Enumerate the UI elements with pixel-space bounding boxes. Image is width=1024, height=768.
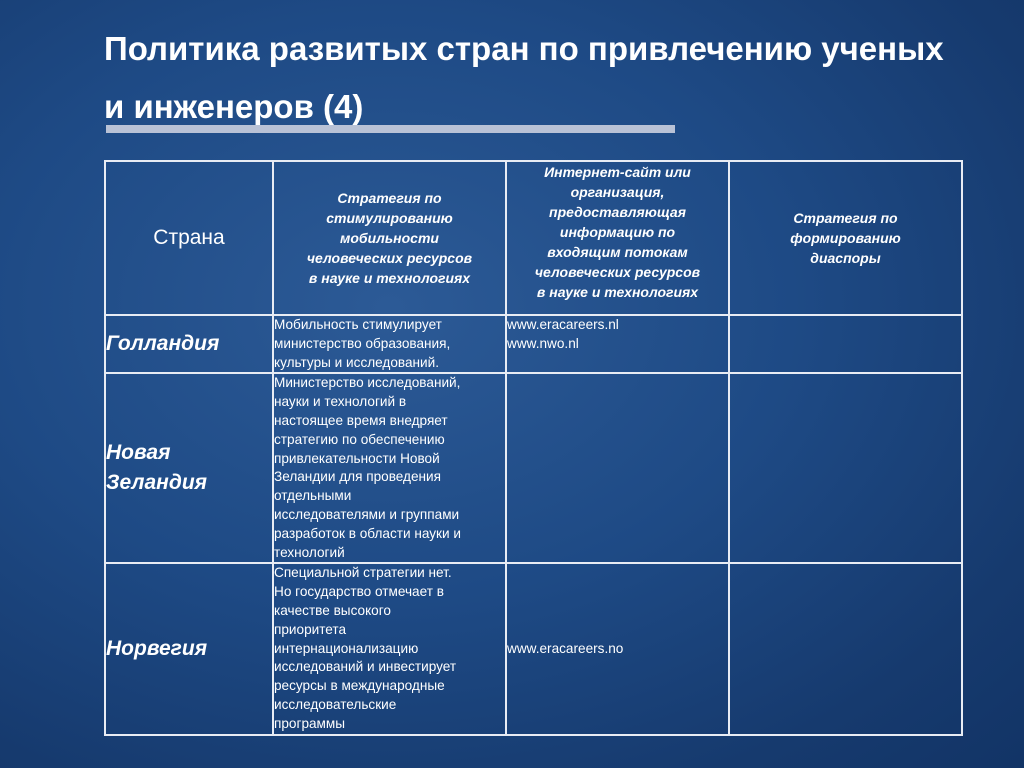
slide-title-line-2: и инженеров (4) [104, 88, 364, 125]
header-mobility-strategy-line: мобильности [340, 230, 439, 246]
country-name: Зеландия [106, 471, 208, 495]
header-website-line: предоставляющая [549, 204, 686, 220]
strategy-line: Министерство исследований, [274, 375, 461, 391]
country-name: Норвегия [106, 636, 208, 660]
website-link[interactable]: www.nwo.nl [507, 335, 579, 351]
strategy-line: стратегию по обеспечению [274, 431, 445, 447]
strategy-line: отдельными [274, 488, 352, 504]
header-mobility-strategy-line: Стратегия по [337, 190, 442, 206]
website-cell [506, 315, 729, 373]
strategy-line: Специальной стратегии нет. [274, 565, 452, 581]
strategy-line: науки и технологий в [274, 394, 407, 410]
country-name: Голландия [106, 332, 220, 356]
country-cell [105, 563, 273, 734]
strategy-line: программы [274, 715, 346, 731]
website-cell [506, 373, 729, 563]
strategy-line: исследовательские [274, 696, 397, 712]
strategy-line: министерство образования, [274, 335, 451, 351]
header-website-line: Интернет-сайт или [544, 164, 691, 180]
strategy-line: Мобильность стимулирует [274, 317, 442, 332]
header-mobility-strategy-line: в науке и технологиях [308, 270, 471, 286]
table-row-new-zealand [105, 373, 962, 563]
header-mobility-strategy [273, 161, 506, 315]
slide-title-line-1: Политика развитых стран по привлечению ученых [104, 30, 944, 67]
table-row-netherlands [105, 315, 962, 373]
strategy-line: исследователями и группами [274, 506, 460, 522]
header-diaspora-line: диаспоры [810, 250, 881, 266]
header-website-line: организация, [570, 184, 665, 200]
strategy-line: настоящее время внедряет [274, 412, 448, 428]
strategy-line: ресурсы в международные [274, 678, 445, 694]
header-website-line: входящим потокам [547, 244, 688, 260]
header-diaspora-strategy [729, 161, 962, 315]
header-country: Страна [105, 161, 273, 315]
strategy-line: Но государство отмечает в [274, 584, 444, 600]
strategy-line: качестве высокого [274, 602, 391, 618]
strategy-line: исследований и инвестирует [274, 659, 457, 675]
strategy-line: интернационализацию [274, 640, 419, 656]
header-website-line: информацию по [559, 224, 676, 240]
strategy-line: разработок в области науки и [274, 525, 461, 541]
country-cell [105, 373, 273, 563]
strategy-line: приоритета [274, 621, 347, 637]
slide-title [104, 20, 1004, 136]
table-header-row [105, 161, 962, 315]
header-diaspora-line: формированию [790, 230, 901, 246]
strategy-cell [273, 563, 506, 734]
table-row-norway [105, 563, 962, 734]
website-cell [506, 563, 729, 734]
country-cell [105, 315, 273, 373]
strategy-cell [273, 315, 506, 373]
policy-table [104, 160, 963, 736]
strategy-line: технологий [274, 544, 345, 560]
website-link[interactable]: www.eracareers.no [507, 640, 624, 656]
diaspora-cell [729, 563, 962, 734]
header-diaspora-line: Стратегия по [793, 210, 898, 226]
diaspora-cell [729, 373, 962, 563]
strategy-cell [273, 373, 506, 563]
header-mobility-strategy-line: человеческих ресурсов [306, 250, 473, 266]
title-underline-bar [106, 125, 675, 133]
header-website-line: человеческих ресурсов [534, 264, 701, 280]
strategy-line: Зеландии для проведения [274, 469, 441, 485]
strategy-line: привлекательности Новой [274, 450, 440, 466]
header-website-line: в науке и технологиях [536, 284, 699, 300]
diaspora-cell [729, 315, 962, 373]
website-link[interactable]: www.eracareers.nl [507, 317, 619, 332]
country-name: Новая [106, 441, 171, 465]
strategy-line: культуры и исследований. [274, 354, 440, 370]
header-mobility-strategy-line: стимулированию [326, 210, 453, 226]
header-website [506, 161, 729, 315]
